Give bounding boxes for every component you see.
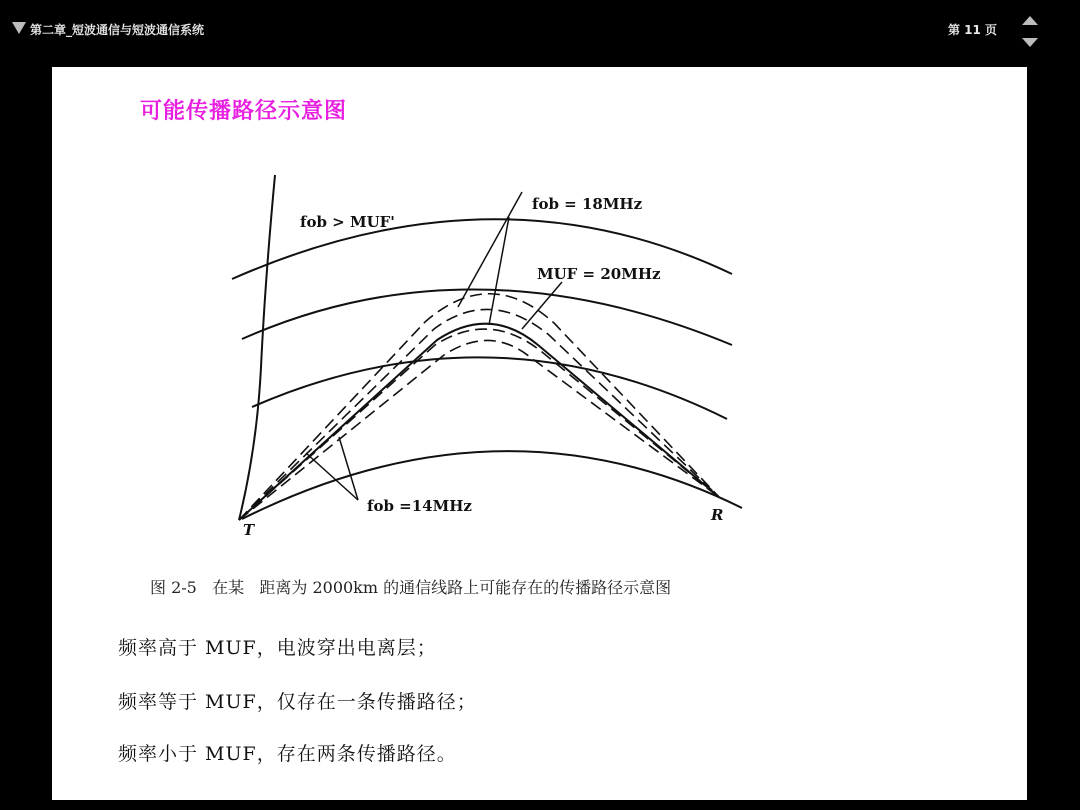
ionosphere-layer-2 [242,289,732,345]
label-receiver: R [711,506,724,524]
chapter-title: 第二章_短波通信与短波通信系统 [30,23,205,37]
page-number: 第 11 页 [948,23,998,37]
next-page-icon[interactable] [1022,38,1038,47]
note-line-1: 频率高于 MUF，电波穿出电离层； [118,637,437,659]
previous-page-icon[interactable] [1022,16,1038,25]
ray-18mhz-high [239,294,719,520]
figure-caption: 图 2-5 在某 距离为 2000km 的通信线路上可能存在的传播路径示意图 [150,578,672,597]
label-f-18mhz: fob = 18MHz [532,195,643,213]
triangle-down-icon[interactable] [12,22,26,34]
top-bar [0,0,1080,62]
label-f-14mhz: fob =14MHz [367,497,472,515]
note-line-3: 频率小于 MUF，存在两条传播路径。 [118,743,457,765]
ray-escape [239,175,275,520]
label-transmitter: T [243,521,255,539]
slide [52,67,1027,800]
ionosphere-layer-3 [252,357,727,419]
label-f-above-muf: fob > MUF' [300,213,395,231]
pointer-muf [522,282,562,329]
slide-title: 可能传播路径示意图 [140,98,348,124]
label-muf-20mhz: MUF = 20MHz [537,265,661,283]
ray-14mhz-low [239,340,719,520]
earth-surface [242,451,742,519]
note-line-2: 频率等于 MUF，仅存在一条传播路径； [118,691,477,713]
